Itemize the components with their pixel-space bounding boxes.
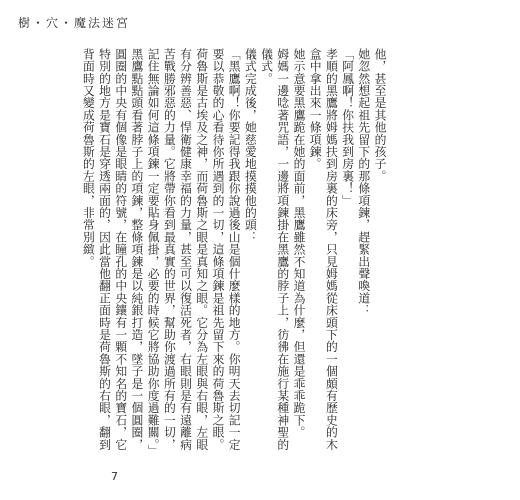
paragraph: 儀式完成後，她慈愛地摸摸他的頭： xyxy=(243,48,258,244)
running-title: 樹・穴・魔法迷宮 xyxy=(18,16,131,30)
paragraph: 她忽然想起祖先留下的那條項鍊，趕緊出聲喚道： xyxy=(356,48,371,317)
paragraph: 「黑鷹啊！你要記得我跟你說過後山是個什麼樣的地方。你明天去切記一定要以恭敬的心看待你所遇到的一切，這條項鍊是祖先留下來的荷魯斯之眼。荷魯斯是古埃及之神，而荷魯斯之眼是真知之眼。它分為左眼與右眼，左眼有分辨善惡、悍衛健康幸福的力量，甚至可以復活死者，右眼則是有遠離病苦戰勝邪惡的力量。它將帶你看到最真實的世界，幫助你渡過所有的一切，記住無論如何這條項鍊一定要貼身佩掛，必要的時候它將協助你度過難關。」 xyxy=(146,48,242,457)
paragraph: 他，甚至是其他的孩子。 xyxy=(373,48,387,183)
page-number: 7 xyxy=(111,470,118,483)
paragraph: 姆媽一邊唸著咒語，一邊將項鍊掛在黑鷹的脖子上，彷彿在施行某種神聖的儀式。 xyxy=(259,48,290,451)
paragraph: 她示意要黑鷹跪在她的面前，黑鷹雖然不知道為什麼，但還是乖乖跪下。 xyxy=(291,48,306,439)
paragraph: 黑鷹點點頭看著脖子上的項鍊，整條項鍊是以純銀打造，墜子是一個圓圈，圓圈的中央有個像是眼睛的符號，在瞳孔的中央鑲有一顆不知名的寶石，它特別的地方是寶石是穿透兩面的，因此當他翻正面時是荷魯斯的右眼，翻到背面時又變成荷魯斯的左眼，非常別緻。 xyxy=(81,48,144,451)
paragraph: 「阿鳳啊！你扶我到房裏！」 xyxy=(340,48,355,207)
vertical-text-body xyxy=(80,48,388,460)
paragraph: 孝順的黑鷹將姆媽扶到房裏的床旁，只見姆媽從床頭下的一個頗有歷史的木盒中拿出來一條項鍊。 xyxy=(308,48,339,451)
